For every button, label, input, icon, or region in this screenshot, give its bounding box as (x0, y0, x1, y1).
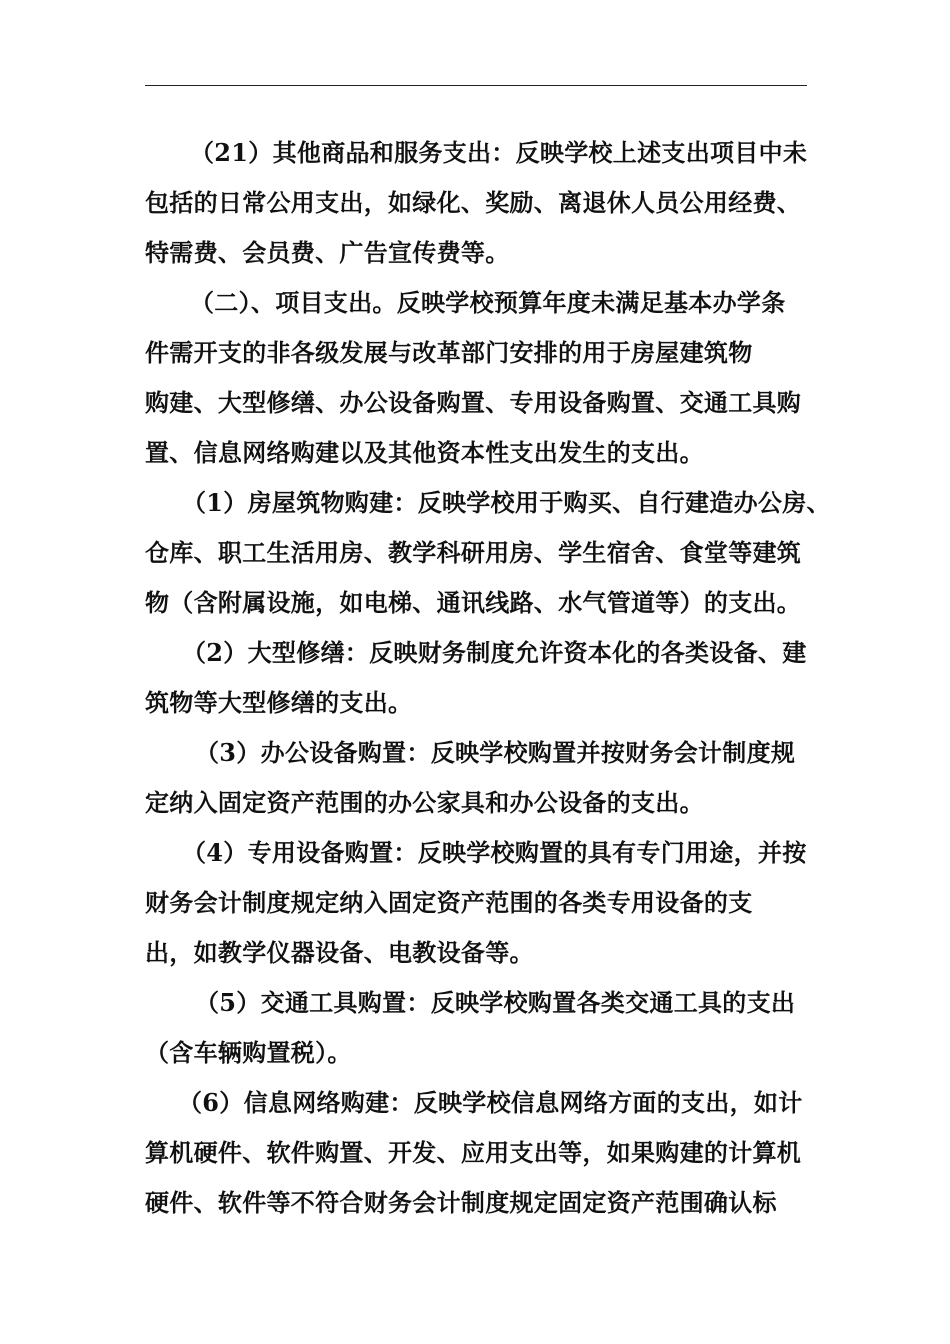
paragraph-item-4 (145, 828, 825, 978)
paragraph-item-5 (145, 978, 825, 1078)
text-line: 仓库、职工生活用房、教学科研用房、学生宿舍、食堂等建筑 (145, 538, 802, 567)
text-line: 出，如教学仪器设备、电教设备等。 (145, 938, 534, 967)
text-line: （2）大型修缮：反映财务制度允许资本化的各类设备、建 (182, 638, 807, 667)
text-line: 物（含附属设施，如电梯、通讯线路、水气管道等）的支出。 (145, 588, 802, 617)
paragraph-item-3 (145, 728, 825, 828)
paragraph-item-2 (145, 628, 825, 728)
text-line: （21）其他商品和服务支出：反映学校上述支出项目中未 (190, 138, 808, 167)
text-line: （1）房屋筑物购建：反映学校用于购买、自行建造办公房、 (182, 488, 831, 517)
text-line: 财务会计制度规定纳入固定资产范围的各类专用设备的支 (145, 888, 753, 917)
text-line: （4）专用设备购置：反映学校购置的具有专门用途，并按 (182, 838, 807, 867)
text-line: 硬件、软件等不符合财务会计制度规定固定资产范围确认标 (145, 1188, 777, 1217)
text-line: 件需开支的非各级发展与改革部门安排的用于房屋建筑物 (145, 338, 753, 367)
text-line: （二）、项目支出。反映学校预算年度未满足基本办学条 (190, 288, 786, 317)
text-line: （含车辆购置税）。 (145, 1038, 352, 1067)
text-line: 算机硬件、软件购置、开发、应用支出等，如果购建的计算机 (145, 1138, 802, 1167)
text-line: 筑物等大型修缮的支出。 (145, 688, 413, 717)
paragraph-project-expenditure (145, 278, 825, 478)
paragraph-item-1 (145, 478, 831, 628)
text-line: 特需费、会员费、广告宣传费等。 (145, 238, 510, 267)
text-line: （5）交通工具购置：反映学校购置各类交通工具的支出 (195, 988, 796, 1017)
header-rule (145, 85, 807, 86)
page-text (145, 128, 831, 1228)
text-line: 包括的日常公用支出，如绿化、奖励、离退休人员公用经费、 (145, 188, 802, 217)
paragraph-item-21 (145, 128, 825, 278)
text-line: 置、信息网络购建以及其他资本性支出发生的支出。 (145, 438, 704, 467)
text-line: 定纳入固定资产范围的办公家具和办公设备的支出。 (145, 788, 704, 817)
paragraph-item-6 (145, 1078, 825, 1228)
text-line: （6）信息网络购建：反映学校信息网络方面的支出，如计 (178, 1088, 803, 1117)
text-line: （3）办公设备购置：反映学校购置并按财务会计制度规 (195, 738, 796, 767)
text-line: 购建、大型修缮、办公设备购置、专用设备购置、交通工具购 (145, 388, 802, 417)
